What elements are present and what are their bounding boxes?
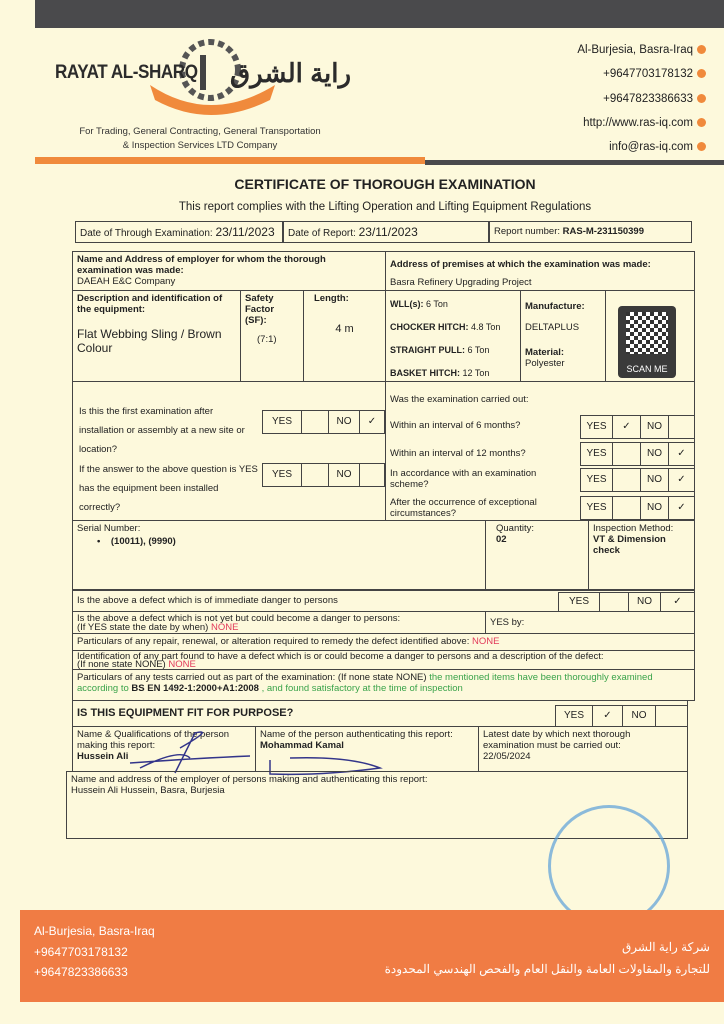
header-divider: [35, 157, 425, 164]
carried-out-block: Was the examination carried out: Within an interval of 6 months? Within an interval of 12 months? In accordance with an examination scheme? After the occurrence of exceptional circumstances?: [385, 381, 695, 521]
quantity-cell: Quantity: 02: [485, 520, 589, 590]
footer-band: [20, 910, 724, 1002]
scheme-yes[interactable]: YES: [580, 468, 613, 492]
exceptional-yes[interactable]: YES: [580, 496, 613, 520]
company-name-en: RAYAT AL-SHARQ: [55, 62, 198, 83]
interval-12-yes-box[interactable]: [612, 442, 641, 466]
identification-row: Identification of any part found to have a defect which is or could become a danger to persons and a description of the defect: (If none state NONE) NONE: [72, 650, 695, 670]
first-exam-yes[interactable]: YES: [262, 410, 302, 434]
phone-icon: [697, 94, 706, 103]
interval-12-yes[interactable]: YES: [580, 442, 613, 466]
immediate-yes[interactable]: YES: [558, 592, 600, 612]
fit-yes[interactable]: YES: [555, 705, 593, 727]
scheme-yes-box[interactable]: [612, 468, 641, 492]
footer-address: Al-Burjesia, Basra-Iraq: [34, 924, 155, 938]
length-cell: Length: 4 m: [303, 290, 386, 382]
report-date: Date of Report: 23/11/2023: [283, 221, 489, 243]
footer-phone-2: +9647823386633: [34, 965, 128, 979]
yes-by-cell: YES by:: [485, 611, 695, 634]
fit-no-box[interactable]: [655, 705, 688, 727]
contact-email[interactable]: info@ras-iq.com: [609, 141, 706, 153]
header-divider-dark: [425, 160, 724, 165]
fit-for-purpose-row: IS THIS EQUIPMENT FIT FOR PURPOSE?: [72, 700, 688, 727]
immediate-no-check[interactable]: ✓: [660, 592, 695, 612]
document-title: CERTIFICATE OF THOROUGH EXAMINATION: [234, 176, 536, 192]
safety-factor-cell: Safety Factor (SF): (7:1): [240, 290, 304, 382]
installed-no[interactable]: NO: [328, 463, 360, 487]
document-subtitle: This report complies with the Lifting Operation and Lifting Equipment Regulations: [178, 201, 592, 213]
authenticator-cell: Name of the person authenticating this report: Mohammad Kamal: [255, 726, 479, 772]
phone-icon: [697, 69, 706, 78]
employer-cell: Name and Address of employer for whom the thorough examination was made: DAEAH E&C Company: [72, 251, 386, 291]
location-pin-icon: [697, 45, 706, 54]
serial-cell: Serial Number: • (10011), (9990): [72, 520, 486, 590]
first-exam-no[interactable]: NO: [328, 410, 360, 434]
company-name-ar: راية الشرق: [230, 58, 352, 88]
description-cell: Description and identification of the equipment: Flat Webbing Sling / Brown Colour: [72, 290, 241, 382]
report-maker-cell: Name & Qualifications of the person making this report: Hussein Ali: [72, 726, 256, 772]
interval-6-yes[interactable]: YES: [580, 415, 613, 439]
interval-6-yes-check[interactable]: ✓: [612, 415, 641, 439]
exam-date: Date of Through Examination: 23/11/2023: [75, 221, 283, 243]
contact-phone-2: +9647823386633: [603, 93, 706, 105]
fit-yes-check[interactable]: ✓: [592, 705, 623, 727]
inspection-method-cell: Inspection Method: VT & Dimension check: [588, 520, 695, 590]
contact-address: Al-Burjesia, Basra-Iraq: [577, 44, 706, 56]
employer-of-persons-cell: Name and address of the employer of persons making and authenticating this report: Hussein Ali Hussein, Basra, Burjesia: [66, 771, 688, 839]
next-exam-cell: Latest date by which next thorough examination must be carried out: 22/05/2024: [478, 726, 688, 772]
tests-row: Particulars of any tests carried out as part of the examination: (If none state NONE) the mentioned items have been thoroughly examined according to BS EN 1492-1:2000+A1:2008 , and found satisfactory at the time of inspection: [72, 669, 695, 701]
first-exam-yes-box[interactable]: [301, 410, 329, 434]
immediate-danger-row: Is the above a defect which is of immediate danger to persons: [72, 590, 695, 612]
mail-icon: [697, 142, 706, 151]
manufacture-cell: Manufacture: DELTAPLUS Material: Polyester: [520, 290, 606, 382]
first-exam-no-check[interactable]: ✓: [359, 410, 385, 434]
top-bar: [35, 0, 724, 28]
not-yet-danger-row: Is the above a defect which is not yet but could become a danger to persons: (If YES state the date by when) NONE: [72, 611, 486, 634]
footer-phone-1: +9647703178132: [34, 945, 128, 959]
installed-yes[interactable]: YES: [262, 463, 302, 487]
immediate-no[interactable]: NO: [628, 592, 661, 612]
scheme-no[interactable]: NO: [640, 468, 669, 492]
first-exam-block: Is this the first examination after installation or assembly at a new site or location? If the answer to the above question is YES has the equipment been installed correctly?: [72, 381, 386, 521]
interval-6-no-box[interactable]: [668, 415, 695, 439]
interval-12-no[interactable]: NO: [640, 442, 669, 466]
installed-no-box[interactable]: [359, 463, 385, 487]
immediate-yes-box[interactable]: [599, 592, 629, 612]
footer-ar-name: شركة راية الشرق: [621, 940, 710, 954]
repair-row: Particulars of any repair, renewal, or alteration required to remedy the defect identified above: NONE: [72, 633, 695, 651]
contact-phone-1: +9647703178132: [603, 68, 706, 80]
report-number: Report number: RAS-M-231150399: [489, 221, 692, 243]
qr-code-icon[interactable]: SCAN ME: [618, 306, 676, 378]
scheme-no-check[interactable]: ✓: [668, 468, 695, 492]
exceptional-no-check[interactable]: ✓: [668, 496, 695, 520]
interval-6-no[interactable]: NO: [640, 415, 669, 439]
exceptional-yes-box[interactable]: [612, 496, 641, 520]
installed-yes-box[interactable]: [301, 463, 329, 487]
contact-website[interactable]: http://www.ras-iq.com: [583, 117, 706, 129]
globe-icon: [697, 118, 706, 127]
footer-ar-desc: للتجارة والمقاولات العامة والنقل العام والفحص الهندسي المحدودة: [384, 962, 710, 976]
wll-cell: WLL(s): 6 Ton CHOCKER HITCH: 4.8 Ton STRAIGHT PULL: 6 Ton BASKET HITCH: 12 Ton: [385, 290, 521, 382]
exceptional-no[interactable]: NO: [640, 496, 669, 520]
tagline: For Trading, General Contracting, General Transportation & Inspection Services LTD Company: [79, 126, 321, 151]
fit-no[interactable]: NO: [622, 705, 656, 727]
company-stamp-icon: [548, 805, 670, 927]
qr-cell: [605, 290, 695, 382]
premises-cell: Address of premises at which the examination was made: Basra Refinery Upgrading Project: [385, 251, 695, 291]
interval-12-no-check[interactable]: ✓: [668, 442, 695, 466]
